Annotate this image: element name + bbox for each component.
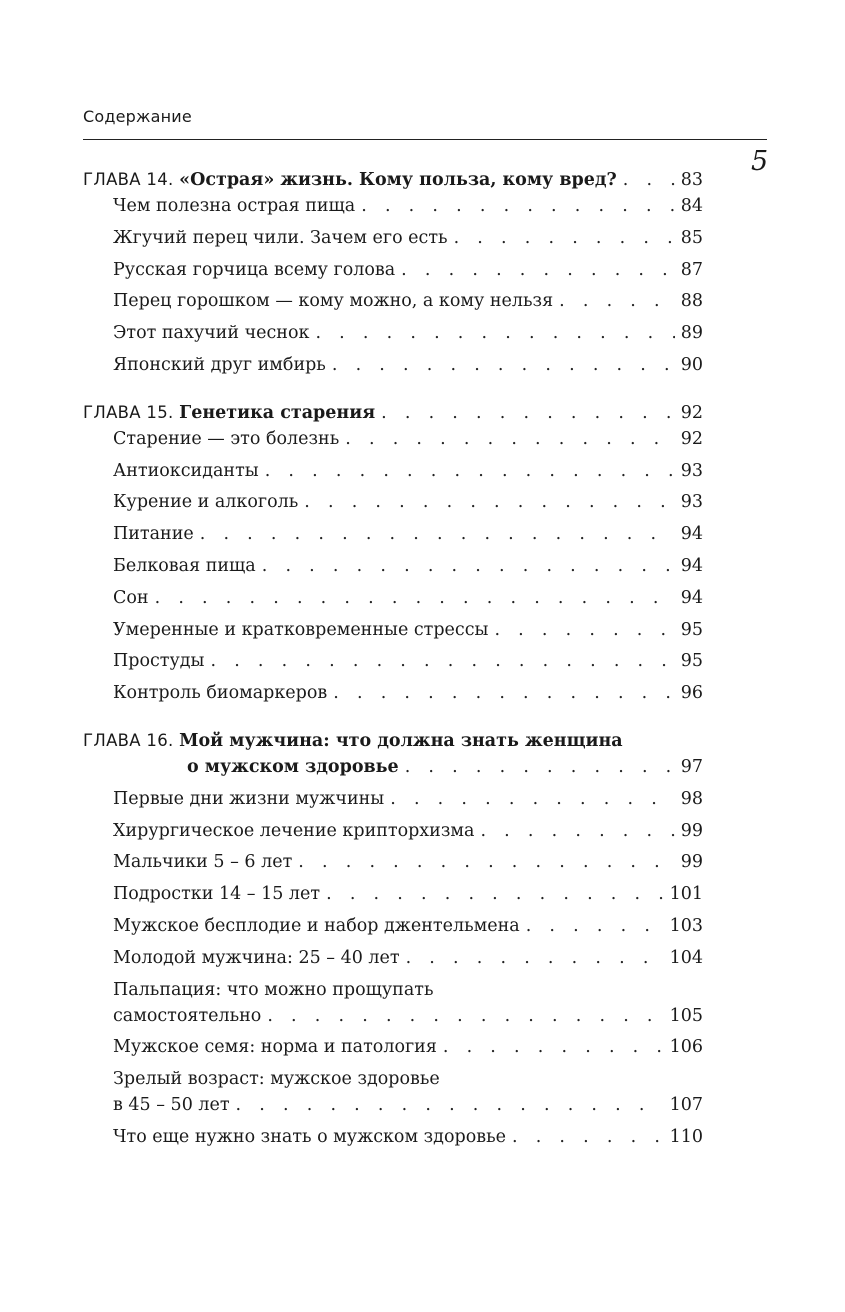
dot-leader [149, 585, 675, 611]
chapter-heading-continuation[interactable] [83, 754, 703, 786]
toc-entry[interactable] [83, 288, 703, 320]
page-ref: 95 [680, 651, 703, 672]
entry-label: Русская горчица всему голова [113, 259, 396, 280]
page-ref: 85 [680, 227, 703, 248]
chapter-title-continuation: о мужском здоровье [187, 756, 399, 777]
toc-entry[interactable] [83, 458, 703, 490]
page-number: 5 [751, 146, 769, 177]
toc-entry[interactable] [83, 945, 703, 977]
toc-entry[interactable] [83, 648, 703, 680]
toc-entry[interactable] [83, 818, 703, 850]
toc-entry[interactable] [83, 617, 703, 649]
toc-entry[interactable] [83, 352, 703, 384]
chapter-15 [83, 400, 703, 712]
dot-leader [194, 521, 675, 547]
page-ref: 106 [669, 1037, 703, 1058]
page-ref: 105 [669, 1005, 703, 1026]
entry-label: Пальпация: что можно прощупать [113, 979, 434, 1000]
dot-leader [437, 1034, 664, 1060]
toc-entry[interactable] [83, 585, 703, 617]
dot-leader [256, 553, 675, 579]
entry-label: Чем полезна острая пища [113, 196, 356, 216]
table-of-contents [83, 167, 703, 1172]
page-ref: 94 [680, 587, 703, 608]
entry-label: Зрелый возраст: мужское здоровье [113, 1069, 440, 1090]
dot-leader [230, 1092, 664, 1118]
chapter-heading[interactable] [83, 167, 703, 193]
dot-leader [326, 352, 675, 378]
page-ref: 99 [680, 820, 703, 841]
chapter-title: Мой мужчина: что должна знать женщина [179, 730, 623, 751]
toc-entry[interactable] [83, 849, 703, 881]
page-ref: 92 [680, 402, 703, 423]
entry-label: Простуды [113, 651, 205, 672]
dot-leader [292, 849, 674, 875]
entry-label: Сон [113, 587, 149, 608]
chapter-prefix: ГЛАВА 16. [83, 730, 174, 750]
dot-leader [553, 288, 675, 314]
dot-leader [520, 913, 664, 939]
entry-label: Этот пахучий чеснок [113, 323, 310, 344]
toc-entry[interactable] [83, 1034, 703, 1066]
toc-entry[interactable] [83, 1066, 703, 1092]
toc-entry[interactable] [83, 225, 703, 257]
page-ref: 94 [680, 524, 703, 545]
running-head: Содержание [83, 107, 192, 126]
toc-entry[interactable] [83, 881, 703, 913]
page-ref: 96 [680, 683, 703, 704]
header-rule [83, 139, 767, 140]
page-ref: 99 [680, 852, 703, 873]
page-ref: 92 [680, 428, 703, 449]
page-ref: 101 [669, 884, 703, 905]
entry-label: Мужское бесплодие и набор джентельмена [113, 915, 520, 936]
chapter-prefix: ГЛАВА 15. [83, 402, 174, 422]
entry-label: Подростки 14 – 15 лет [113, 884, 321, 905]
dot-leader [400, 945, 664, 971]
entry-label: Курение и алкоголь [113, 492, 299, 513]
page-ref: 103 [669, 915, 703, 936]
entry-label: Контроль биомаркеров [113, 683, 328, 704]
page-ref: 98 [680, 788, 703, 809]
chapter-heading[interactable] [83, 400, 703, 426]
entry-label: Умеренные и кратковременные стрессы [113, 619, 489, 640]
chapter-14 [83, 167, 703, 384]
toc-entry[interactable] [83, 521, 703, 553]
dot-leader [399, 754, 675, 780]
entry-label: Питание [113, 524, 194, 545]
page-ref: 83 [680, 170, 703, 190]
toc-entry-continuation[interactable] [83, 1092, 703, 1124]
toc-entry[interactable] [83, 426, 703, 458]
toc-entry[interactable] [83, 786, 703, 818]
toc-entry[interactable] [83, 913, 703, 945]
dot-leader [448, 225, 675, 251]
entry-label: Что еще нужно знать о мужском здоровье [113, 1126, 506, 1147]
entry-label: Антиоксиданты [113, 460, 259, 481]
page-ref: 97 [680, 756, 703, 777]
page-ref: 89 [680, 323, 703, 344]
page-ref: 104 [669, 947, 703, 968]
page-ref: 88 [680, 291, 703, 312]
dot-leader [375, 400, 675, 426]
entry-label: Хирургическое лечение крипторхизма [113, 820, 475, 841]
entry-label: Молодой мужчина: 25 – 40 лет [113, 947, 400, 968]
page-ref: 107 [669, 1095, 703, 1116]
chapter-title: Генетика старения [179, 402, 376, 423]
entry-label-continuation: самостоятельно [113, 1005, 262, 1026]
chapter-title: «Острая» жизнь. Кому польза, кому вред? [179, 170, 617, 190]
page-ref: 84 [680, 196, 703, 216]
toc-entry[interactable] [83, 489, 703, 521]
toc-entry[interactable] [83, 193, 703, 225]
toc-entry[interactable] [83, 977, 703, 1003]
toc-entry[interactable] [83, 320, 703, 352]
entry-label-continuation: в 45 – 50 лет [113, 1095, 230, 1116]
dot-leader [204, 648, 674, 674]
dot-leader [259, 458, 675, 484]
dot-leader [327, 680, 674, 706]
entry-label: Старение — это болезнь [113, 428, 340, 449]
page-ref: 87 [680, 259, 703, 280]
entry-label: Первые дни жизни мужчины [113, 788, 385, 809]
page-ref: 95 [680, 619, 703, 640]
page-ref: 93 [680, 460, 703, 481]
dot-leader [320, 881, 664, 907]
page-ref: 110 [669, 1126, 703, 1147]
entry-label: Мужское семя: норма и патология [113, 1037, 437, 1058]
toc-entry[interactable] [83, 1124, 703, 1156]
page-ref: 93 [680, 492, 703, 513]
toc-entry[interactable] [83, 257, 703, 289]
entry-label: Японский друг имбирь [113, 354, 326, 375]
dot-leader [355, 193, 674, 219]
entry-label: Мальчики 5 – 6 лет [113, 852, 293, 873]
dot-leader [506, 1124, 664, 1150]
toc-entry[interactable] [83, 553, 703, 585]
entry-label: Белковая пища [113, 555, 256, 576]
entry-label: Перец горошком — кому можно, а кому нельзя [113, 291, 554, 312]
dot-leader [298, 489, 674, 515]
page-ref: 90 [680, 354, 703, 375]
page-ref: 94 [680, 555, 703, 576]
chapter-prefix: ГЛАВА 14. [83, 170, 174, 189]
dot-leader [617, 167, 675, 193]
toc-entry-continuation[interactable] [83, 1003, 703, 1035]
dot-leader [488, 617, 674, 643]
chapter-heading[interactable] [83, 728, 703, 754]
dot-leader [384, 786, 675, 812]
toc-entry[interactable] [83, 680, 703, 712]
chapter-16 [83, 728, 703, 1156]
dot-leader [395, 257, 675, 283]
dot-leader [474, 818, 674, 844]
dot-leader [261, 1003, 663, 1029]
entry-label: Жгучий перец чили. Зачем его есть [113, 227, 448, 248]
dot-leader [309, 320, 674, 346]
dot-leader [339, 426, 674, 452]
